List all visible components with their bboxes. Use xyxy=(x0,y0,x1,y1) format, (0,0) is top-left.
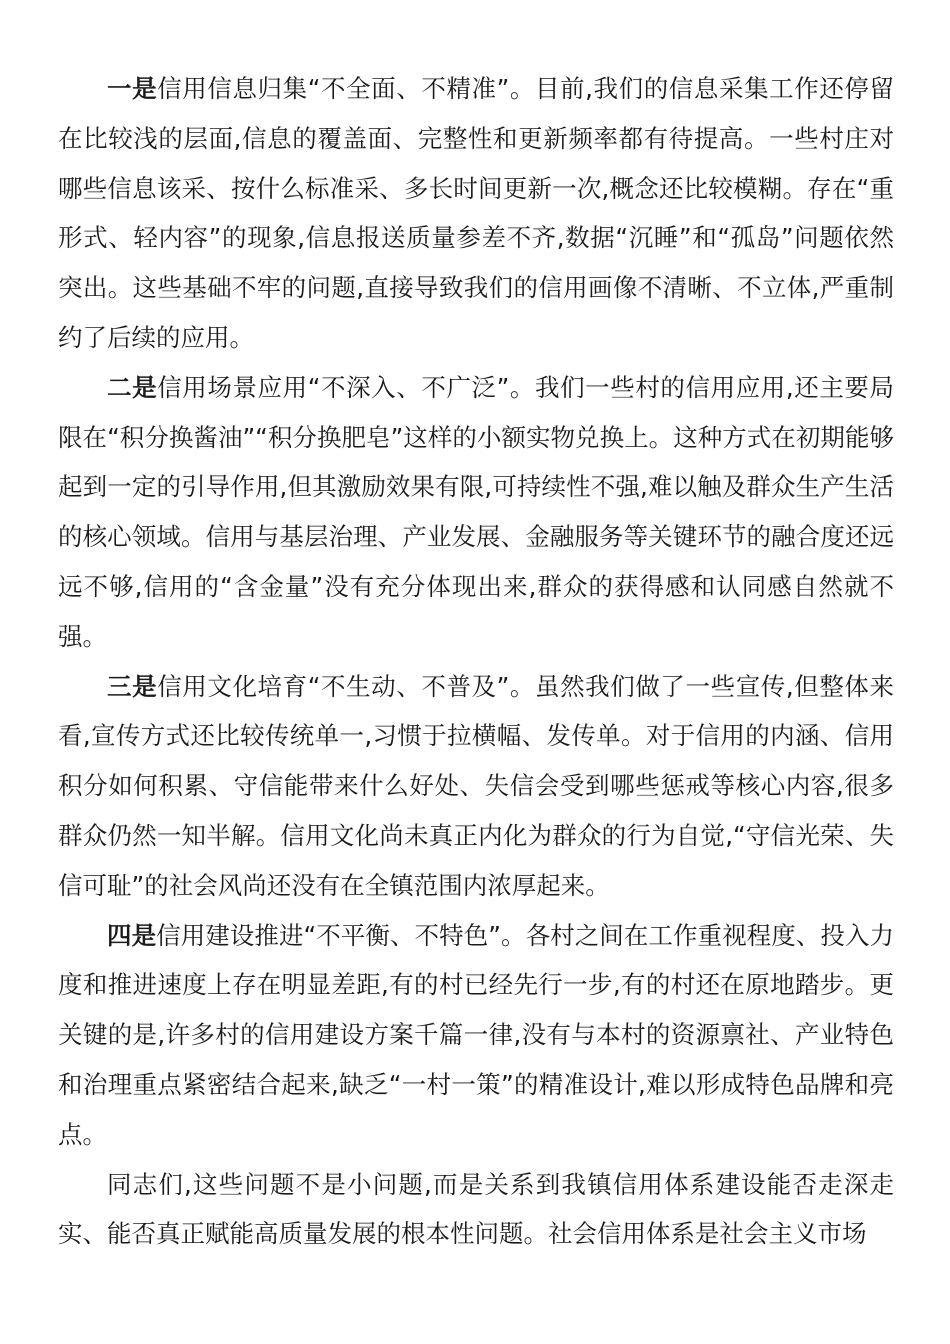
paragraph-4 xyxy=(58,911,894,1160)
paragraph-text: 同志们,这些问题不是小问题,而是关系到我镇信用体系建设能否走深走实、能否真正赋能高质量发展的根本性问题。社会信用体系是社会主义市场 xyxy=(58,1169,894,1249)
paragraph-lead: 一是 xyxy=(107,74,158,103)
paragraph-2 xyxy=(58,363,894,662)
paragraph-text: 信用建设推进“不平衡、不特色”。各村之间在工作重视程度、投入力度和推进速度上存在明显差距,有的村已经先行一步,有的村还在原地踏步。更关键的是,许多村的信用建设方案千篇一律,没有与本村的资源禀社、产业特色和治理重点紧密结合起来,缺乏“一村一策”的精准设计,难以形成特色品牌和亮点。 xyxy=(58,920,895,1149)
paragraph-3 xyxy=(58,662,894,911)
paragraph-text: 信用信息归集“不全面、不精准”。目前,我们的信息采集工作还停留在比较浅的层面,信息的覆盖面、完整性和更新频率都有待提高。一些村庄对哪些信息该采、按什么标准采、多长时间更新一次,概念还比较模糊。存在“重形式、轻内容”的现象,信息报送质量参差不齐,数据“沉睡”和“孤岛”问题依然突出。这些基础不牢的问题,直接导致我们的信用画像不清晰、不立体,严重制约了后续的应用。 xyxy=(58,74,895,352)
paragraph-lead: 三是 xyxy=(107,671,158,701)
paragraph-text: 信用文化培育“不生动、不普及”。虽然我们做了一些宣传,但整体来看,宣传方式还比较传统单一,习惯于拉横幅、发传单。对于信用的内涵、信用积分如何积累、守信能带来什么好处、失信会受到哪些惩戒等核心内容,很多群众仍然一知半解。信用文化尚未真正内化为群众的行为自觉,“守信光荣、失信可耻”的社会风尚还没有在全镇范围内浓厚起来。 xyxy=(58,671,895,900)
paragraph-text: 信用场景应用“不深入、不广泛”。我们一些村的信用应用,还主要局限在“积分换酱油”“积分换肥皂”这样的小额实物兑换上。这种方式在初期能够起到一定的引导作用,但其激励效果有限,可持续性不强,难以触及群众生产生活的核心领域。信用与基层治理、产业发展、金融服务等关键环节的融合度还远远不够,信用的“含金量”没有充分体现出来,群众的获得感和认同感自然就不强。 xyxy=(58,372,895,651)
document-page xyxy=(58,64,894,1259)
paragraph-lead: 二是 xyxy=(107,372,158,402)
paragraph-1 xyxy=(58,64,894,363)
paragraph-5 xyxy=(58,1160,894,1260)
paragraph-lead: 四是 xyxy=(107,920,157,950)
